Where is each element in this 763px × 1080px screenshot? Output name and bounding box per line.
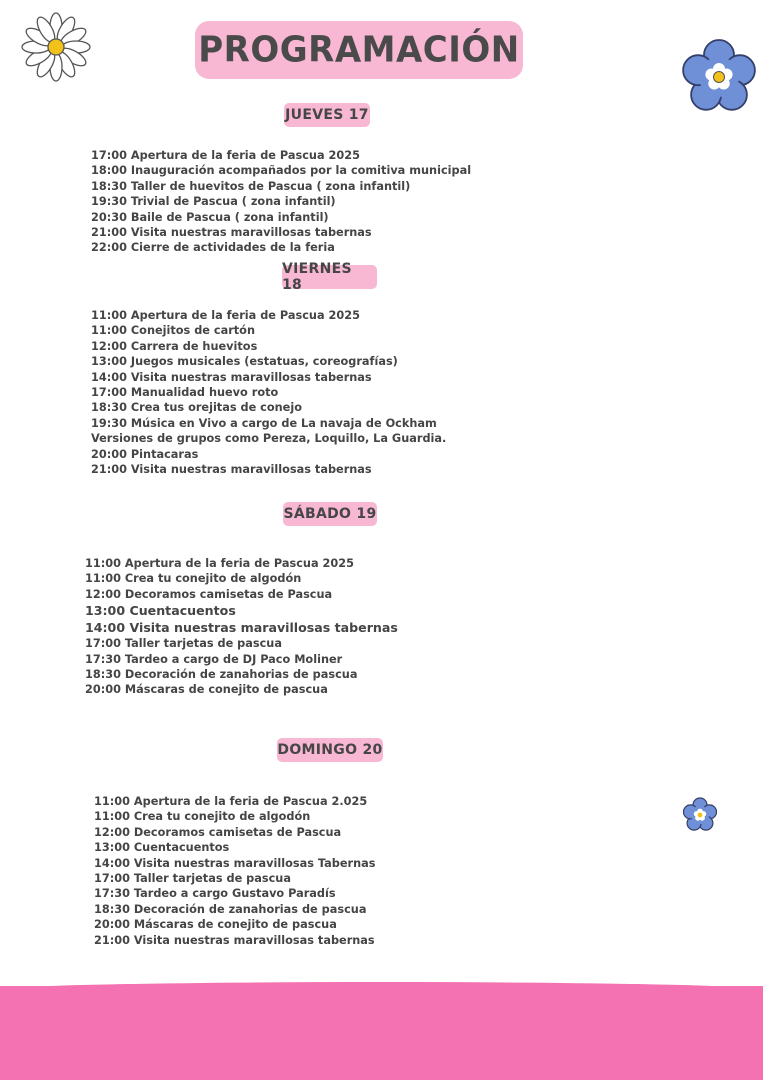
schedule-item: 20:00 Máscaras de conejito de pascua: [94, 918, 337, 932]
schedule-item: 18:30 Taller de huevitos de Pascua ( zona infantil): [91, 179, 411, 193]
small-blue-flower-icon: [680, 795, 720, 835]
schedule-item: 18:30 Crea tus orejitas de conejo: [91, 401, 302, 415]
schedule-item: 17:30 Tardeo a cargo Gustavo Paradís: [94, 887, 336, 901]
schedule-item: 18:00 Inauguración acompañados por la comitiva municipal: [91, 164, 472, 178]
day-label-saturday: SÁBADO 19: [283, 502, 377, 526]
schedule-item: Versiones de grupos como Pereza, Loquillo, La Guardia.: [91, 432, 447, 446]
day-label-thursday: JUEVES 17: [284, 103, 370, 127]
day-label-sunday: DOMINGO 20: [277, 738, 383, 762]
schedule-item: 13:00 Juegos musicales (estatuas, coreografías): [91, 355, 398, 369]
schedule-item: 17:00 Apertura de la feria de Pascua 2025: [91, 149, 360, 162]
schedule-item: 20:30 Baile de Pascua ( zona infantil): [91, 210, 329, 224]
schedule-item: 22:00 Cierre de actividades de la feria: [91, 241, 335, 255]
page-title-box: [195, 21, 523, 79]
schedule-item: 11:00 Conejitos de cartón: [91, 324, 255, 338]
schedule-item: 14:00 Visita nuestras maravillosas Tabernas: [94, 856, 376, 870]
schedule-item: 20:00 Pintacaras: [91, 447, 199, 461]
schedule-item: 17:00 Taller tarjetas de pascua: [94, 872, 291, 886]
schedule-item: 21:00 Visita nuestras maravillosas tabernas: [94, 933, 375, 947]
schedule-item: 14:00 Visita nuestras maravillosas tabernas: [85, 620, 398, 636]
page-title: PROGRAMACIÓN: [198, 29, 520, 71]
schedule-item: 11:00 Crea tu conejito de algodón: [94, 810, 311, 824]
schedule-item: 21:00 Visita nuestras maravillosas tabernas: [91, 226, 372, 240]
schedule-item: 13:00 Cuentacuentos: [85, 603, 236, 619]
schedule-item: 18:30 Decoración de zanahorias de pascua: [94, 902, 367, 916]
white-daisy-icon: [16, 12, 96, 84]
schedule-item: 18:30 Decoración de zanahorias de pascua: [85, 668, 358, 682]
schedule-item: 19:30 Trivial de Pascua ( zona infantil): [91, 195, 336, 209]
schedule-item: 12:00 Decoramos camisetas de Pascua: [85, 587, 333, 601]
schedule-list-thursday: [91, 148, 471, 256]
schedule-item: 12:00 Carrera de huevitos: [91, 339, 258, 353]
schedule-list-saturday: [85, 556, 398, 698]
schedule-item: 19:30 Música en Vivo a cargo de La navaja de Ockham: [91, 416, 437, 430]
schedule-item: 11:00 Apertura de la feria de Pascua 2025: [91, 309, 360, 322]
schedule-item: 11:00 Apertura de la feria de Pascua 2.025: [94, 795, 368, 808]
schedule-item: 21:00 Visita nuestras maravillosas tabernas: [91, 463, 372, 477]
schedule-item: 11:00 Crea tu conejito de algodón: [85, 572, 302, 586]
blue-flower-icon: [676, 34, 762, 120]
schedule-item: 17:00 Manualidad huevo roto: [91, 386, 279, 400]
schedule-item: 14:00 Visita nuestras maravillosas tabernas: [91, 370, 372, 384]
schedule-list-sunday: [94, 794, 376, 948]
schedule-item: 17:30 Tardeo a cargo de DJ Paco Moliner: [85, 652, 343, 666]
schedule-item: 20:00 Máscaras de conejito de pascua: [85, 683, 328, 697]
day-label-friday: VIERNES 18: [282, 265, 377, 289]
footer-band: [0, 986, 763, 1080]
schedule-item: 13:00 Cuentacuentos: [94, 841, 230, 855]
schedule-item: 12:00 Decoramos camisetas de Pascua: [94, 825, 342, 839]
schedule-item: 17:00 Taller tarjetas de pascua: [85, 637, 282, 651]
schedule-item: 11:00 Apertura de la feria de Pascua 2025: [85, 557, 354, 570]
schedule-list-friday: [91, 308, 446, 477]
